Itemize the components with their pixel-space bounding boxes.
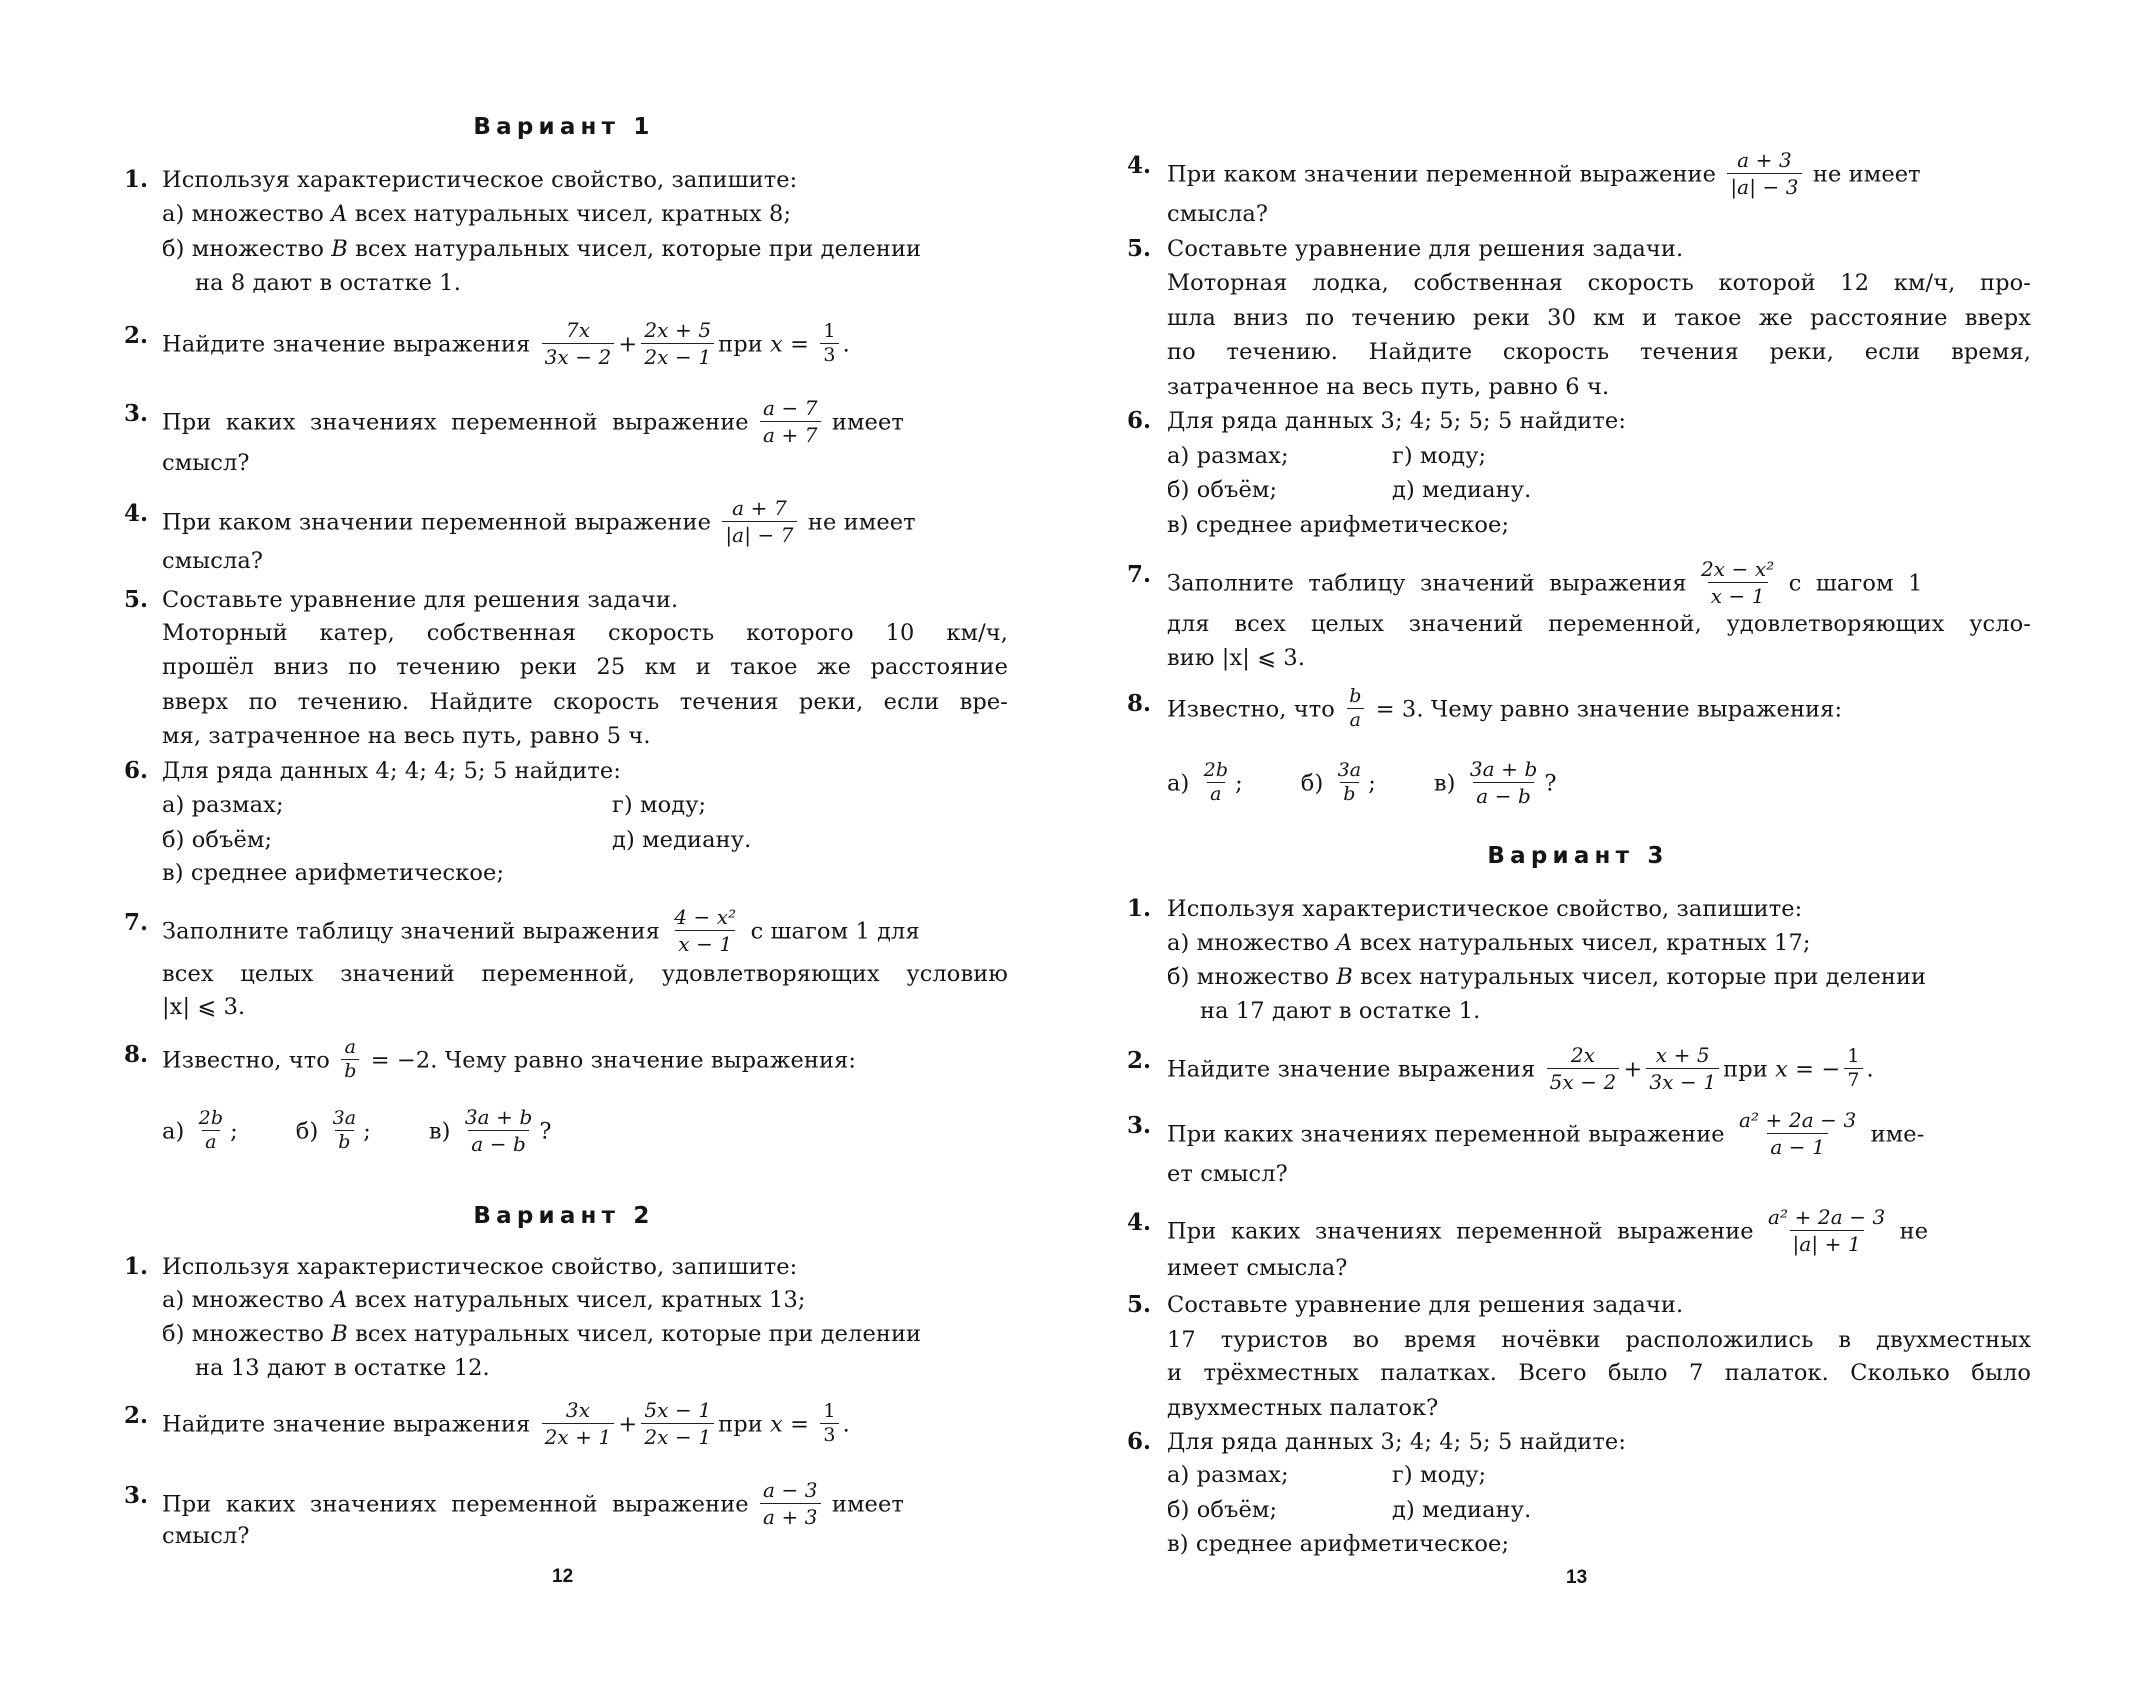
fraction-denominator: 3 [820, 343, 838, 367]
fraction-numerator: 3x [565, 1398, 591, 1422]
fraction [1727, 147, 1801, 200]
text-segment: смысла? [1167, 201, 1269, 227]
task-line [1167, 335, 2031, 369]
fraction-denominator: a − b [468, 1130, 529, 1157]
task-number: 4. [124, 500, 149, 527]
fraction-numerator: 5x − 1 [644, 1398, 712, 1422]
task-subitem: г) моду; [1392, 443, 1487, 469]
fraction-numerator: 4 − x² [674, 905, 737, 929]
task-line [1167, 1391, 1438, 1425]
task-line [162, 197, 791, 231]
fraction-numerator: 2b [1203, 759, 1229, 781]
fraction-numerator: a² + 2a − 3 [1738, 1108, 1857, 1132]
text-segment: Найдите значение выражения [1167, 1056, 1543, 1083]
text-segment: б) объём; [162, 827, 273, 853]
text-segment: |x| ⩽ 3. [162, 994, 246, 1020]
task-number: 3. [124, 400, 149, 427]
fraction [1698, 556, 1777, 609]
text-segment: + [1623, 1056, 1643, 1083]
text-segment: име- [1863, 1121, 1925, 1148]
fraction-numerator: 1 [1847, 1045, 1860, 1067]
task-number: 2. [124, 1402, 149, 1429]
task-line [162, 446, 250, 480]
task-line [1167, 892, 1802, 926]
text-segment: с шагом 1 для [743, 918, 920, 945]
task-line [1167, 757, 1557, 808]
fraction-numerator: 1 [823, 1400, 836, 1422]
task-line [162, 318, 850, 369]
fraction-numerator: 2b [198, 1107, 224, 1129]
task-line [162, 544, 263, 578]
text-segment: а) множество [162, 1287, 332, 1313]
task-line [1167, 148, 1921, 199]
fraction-denominator: a − b [1473, 782, 1534, 809]
task-subitem: д) медиану. [1392, 1497, 1532, 1523]
fraction-denominator: x − 1 [1708, 582, 1768, 609]
fraction-denominator: 2x + 1 [542, 1423, 615, 1450]
text-segment: Для ряда данных 3; 4; 5; 5; 5 найдите: [1167, 408, 1627, 434]
task-line [162, 1250, 797, 1284]
fraction-denominator: 7 [1844, 1068, 1862, 1092]
task-line [162, 990, 245, 1024]
fraction [1646, 1042, 1719, 1095]
task-line [1167, 1043, 1874, 1094]
fraction-denominator: b [335, 1130, 353, 1154]
text-segment: имеет [824, 1491, 904, 1518]
task-line [162, 396, 904, 447]
task-number: 3. [1127, 1112, 1152, 1139]
task-line [162, 1283, 806, 1317]
task-line [162, 650, 1008, 684]
text-segment: . [842, 331, 850, 358]
text-segment: в) среднее арифметическое; [1167, 1531, 1510, 1557]
task-line [195, 266, 461, 300]
text-segment: Для ряда данных 3; 4; 4; 5; 5 найдите: [1167, 1429, 1627, 1455]
math-variable: B [331, 236, 348, 262]
variant-heading: Вариант 3 [1487, 843, 1669, 869]
task-line [1167, 1251, 1347, 1285]
task-number: 7. [124, 909, 149, 936]
task-line [1167, 960, 1926, 994]
fraction-denominator: a [1347, 708, 1364, 732]
fraction [330, 1107, 360, 1154]
text-segment: а) [162, 1118, 192, 1145]
text-segment: б) объём; [1167, 477, 1278, 503]
text-segment: не имеет [1805, 161, 1921, 188]
math-variable: A [331, 201, 348, 227]
text-segment: ; в) [363, 1118, 458, 1145]
text-segment: + [618, 331, 638, 358]
task-number: 4. [1127, 152, 1152, 179]
text-segment: . [1866, 1056, 1874, 1083]
text-segment: всех натуральных чисел, которые при делении [1352, 964, 1927, 990]
task-line [1167, 607, 2031, 641]
fraction-denominator: 2x − 1 [641, 343, 714, 370]
fraction-numerator: 2x [1570, 1043, 1596, 1067]
text-segment: при [718, 1411, 771, 1438]
task-line [162, 1478, 904, 1529]
task-line [1167, 1493, 1277, 1527]
text-segment: с шагом 1 [1781, 570, 1923, 597]
text-segment: двухместных палаток? [1167, 1395, 1439, 1421]
task-number: 2. [124, 322, 149, 349]
task-line [162, 496, 916, 547]
text-segment: ; в) [1368, 770, 1463, 797]
fraction-denominator: 3 [820, 1423, 838, 1447]
text-segment: Составьте уравнение для решения задачи. [162, 587, 679, 613]
task-line [1167, 1527, 1509, 1561]
task-line [1167, 1205, 1929, 1256]
text-segment: 17 туристов во время ночёвки расположились в двухместных [1167, 1327, 2031, 1353]
task-line [1167, 266, 2031, 300]
fraction [641, 1397, 714, 1450]
text-segment: При каких значениях переменной выражение [162, 409, 756, 436]
fraction-denominator: b [1340, 782, 1358, 806]
text-segment: = −2. Чему равно значение выражения: [363, 1047, 857, 1074]
task-number: 4. [1127, 1209, 1152, 1236]
task-line [1167, 439, 1289, 473]
task-line [1167, 404, 1626, 438]
task-line [1167, 685, 1843, 731]
text-segment: Заполните таблицу значений выражения [1167, 570, 1694, 597]
task-line [1167, 370, 1609, 404]
task-line [1167, 926, 1811, 960]
math-variable: x [770, 1411, 783, 1438]
task-line [1167, 1157, 1288, 1191]
task-number: 8. [124, 1041, 149, 1068]
math-variable: A [331, 1287, 348, 1313]
fraction-denominator: x − 1 [675, 930, 735, 957]
text-segment: не [1892, 1218, 1929, 1245]
task-line [162, 823, 272, 857]
text-segment: Найдите значение выражения [162, 331, 538, 358]
task-line [1167, 641, 1305, 675]
text-segment: = − [1787, 1056, 1841, 1083]
task-line [162, 719, 651, 753]
fraction [1844, 1045, 1862, 1092]
variant-heading: Вариант 2 [473, 1203, 655, 1229]
page-13 [1072, 0, 2144, 1690]
task-number: 6. [124, 757, 149, 784]
text-segment: при [1723, 1056, 1776, 1083]
text-segment: Заполните таблицу значений выражения [162, 918, 668, 945]
text-segment: затраченное на весь путь, равно 6 ч. [1167, 374, 1610, 400]
fraction [462, 1104, 536, 1157]
fraction [542, 1397, 615, 1450]
math-variable: A [1336, 930, 1353, 956]
math-variable: B [1336, 964, 1353, 990]
text-segment: ? [539, 1118, 552, 1145]
task-line [1167, 1108, 1925, 1159]
task-line [162, 163, 797, 197]
text-segment: смысл? [162, 450, 250, 476]
text-segment: Составьте уравнение для решения задачи. [1167, 1292, 1684, 1318]
text-segment: всех целых значений переменной, удовлетворяющих условию [162, 961, 1008, 987]
text-segment: Составьте уравнение для решения задачи. [1167, 236, 1684, 262]
text-segment: всех натуральных чисел, кратных 8; [347, 201, 792, 227]
text-segment: б) множество [1167, 964, 1337, 990]
fraction-numerator: a − 3 [762, 1478, 818, 1502]
task-number: 5. [1127, 235, 1152, 262]
fraction-denominator: |a| − 3 [1727, 173, 1801, 200]
task-line [1167, 473, 1277, 507]
page-number: 13 [1566, 1567, 1588, 1588]
task-line [1167, 232, 1683, 266]
text-segment: При каких значениях переменной выражение [1167, 1218, 1761, 1245]
fraction-numerator: a² + 2a − 3 [1767, 1205, 1886, 1229]
fraction-numerator: x + 5 [1655, 1043, 1710, 1067]
text-segment: Для ряда данных 4; 4; 4; 5; 5 найдите: [162, 758, 622, 784]
fraction-numerator: 3a + b [1469, 757, 1538, 781]
text-segment: Используя характеристическое свойство, запишите: [162, 167, 798, 193]
text-segment: ; б) [230, 1118, 326, 1145]
task-line [162, 957, 1008, 991]
fraction-numerator: a − 7 [762, 396, 818, 420]
text-segment: При каких значениях переменной выражение [162, 1491, 756, 1518]
text-segment: шла вниз по течению реки 30 км и такое же расстояние вверх [1167, 305, 2031, 331]
text-segment: имеет [824, 409, 904, 436]
text-segment: При каком значении переменной выражение [162, 509, 719, 536]
fraction [760, 1477, 821, 1530]
task-line [1167, 1356, 2031, 1390]
task-line [1167, 197, 1268, 231]
text-segment: на 17 дают в остатке 1. [1200, 998, 1481, 1024]
fraction [641, 317, 714, 370]
fraction-numerator: b [1349, 685, 1362, 707]
math-variable: x [1775, 1056, 1788, 1083]
fraction [1467, 756, 1541, 809]
task-number: 7. [1127, 561, 1152, 588]
task-line [162, 905, 920, 956]
text-segment: ет смысл? [1167, 1161, 1288, 1187]
task-line [162, 1036, 857, 1082]
text-segment: всех натуральных чисел, которые при делении [347, 1321, 922, 1347]
fraction-denominator: 3x − 2 [542, 343, 615, 370]
text-segment: ? [1544, 770, 1557, 797]
text-segment: а) множество [162, 201, 332, 227]
fraction [1765, 1204, 1888, 1257]
text-segment: не имеет [800, 509, 916, 536]
text-segment: в) среднее арифметическое; [162, 860, 505, 886]
text-segment: Используя характеристическое свойство, запишите: [1167, 896, 1803, 922]
text-segment: на 13 дают в остатке 12. [195, 1355, 490, 1381]
text-segment: = [782, 1411, 817, 1438]
fraction [722, 495, 796, 548]
text-segment: . [842, 1411, 850, 1438]
fraction [1346, 685, 1364, 732]
text-segment: смысла? [162, 548, 264, 574]
task-number: 5. [124, 586, 149, 613]
text-segment: мя, затраченное на весь путь, равно 5 ч. [162, 723, 651, 749]
fraction-numerator: 1 [823, 320, 836, 342]
text-segment: При каком значении переменной выражение [1167, 161, 1724, 188]
text-segment: при [718, 331, 771, 358]
task-line [1167, 1458, 1289, 1492]
task-line [162, 1519, 250, 1553]
text-segment: б) множество [162, 236, 332, 262]
fraction-numerator: 2x + 5 [644, 318, 712, 342]
math-variable: x [770, 331, 783, 358]
task-line [1167, 557, 1923, 608]
fraction-numerator: 3a + b [464, 1105, 533, 1129]
fraction-denominator: a − 1 [1767, 1133, 1828, 1160]
fraction-numerator: 7x [565, 318, 591, 342]
task-line [162, 583, 678, 617]
task-number: 2. [1127, 1047, 1152, 1074]
fraction-denominator: |a| − 7 [722, 521, 796, 548]
text-segment: Известно, что [1167, 696, 1343, 723]
fraction-numerator: a [344, 1036, 357, 1058]
text-segment: а) [1167, 770, 1197, 797]
text-segment: Моторная лодка, собственная скорость которой 12 км/ч, про- [1167, 270, 2031, 296]
text-segment: Найдите значение выражения [162, 1411, 538, 1438]
text-segment: а) размах; [162, 792, 284, 818]
task-subitem: д) медиану. [612, 827, 752, 853]
text-segment: имеет смысла? [1167, 1255, 1348, 1281]
fraction-numerator: 2x − x² [1700, 557, 1775, 581]
task-number: 1. [124, 1253, 149, 1280]
fraction [341, 1036, 359, 1083]
task-subitem: г) моду; [1392, 1462, 1487, 1488]
task-line [1200, 994, 1480, 1028]
task-number: 6. [1127, 407, 1152, 434]
text-segment: б) множество [162, 1321, 332, 1347]
task-line [162, 232, 921, 266]
task-number: 6. [1127, 1428, 1152, 1455]
text-segment: б) объём; [1167, 1497, 1278, 1523]
fraction [820, 1400, 838, 1447]
text-segment: вию |x| ⩽ 3. [1167, 645, 1306, 671]
text-segment: + [618, 1411, 638, 1438]
task-line [162, 788, 284, 822]
task-line [1167, 301, 2031, 335]
task-line [195, 1351, 490, 1385]
text-segment: всех натуральных чисел, которые при делении [347, 236, 922, 262]
task-line [1167, 1288, 1683, 1322]
text-segment: а) размах; [1167, 443, 1289, 469]
fraction-denominator: 5x − 2 [1547, 1068, 1620, 1095]
task-number: 3. [124, 1482, 149, 1509]
fraction [196, 1107, 226, 1154]
math-variable: B [331, 1321, 348, 1347]
task-number: 1. [124, 166, 149, 193]
text-segment: прошёл вниз по течению реки 25 км и такое же расстояние [162, 654, 1008, 680]
task-line [1167, 508, 1509, 542]
text-segment: в) среднее арифметическое; [1167, 512, 1510, 538]
task-line [162, 616, 1008, 650]
text-segment: всех натуральных чисел, кратных 13; [347, 1287, 806, 1313]
text-segment: = [782, 331, 817, 358]
fraction-numerator: a + 7 [732, 496, 787, 520]
task-number: 8. [1127, 690, 1152, 717]
task-line [162, 1105, 552, 1156]
text-segment: вверх по течению. Найдите скорость течения реки, если вре- [162, 689, 1008, 715]
text-segment: всех натуральных чисел, кратных 17; [1352, 930, 1811, 956]
fraction [1547, 1042, 1620, 1095]
fraction-denominator: |a| + 1 [1790, 1230, 1864, 1257]
fraction-denominator: a [202, 1130, 219, 1154]
task-line [162, 1398, 850, 1449]
text-segment: и трёхместных палатках. Всего было 7 палаток. Сколько было [1167, 1360, 2031, 1386]
fraction-numerator: 3a [1337, 759, 1362, 781]
text-segment: по течению. Найдите скорость течения реки, если время, [1167, 339, 2031, 365]
fraction [542, 317, 615, 370]
fraction-denominator: a + 7 [760, 421, 821, 448]
fraction-denominator: 3x − 1 [1646, 1068, 1719, 1095]
fraction-denominator: a [1207, 782, 1224, 806]
text-segment: Используя характеристическое свойство, запишите: [162, 1254, 798, 1280]
task-line [162, 685, 1008, 719]
fraction-denominator: b [341, 1059, 359, 1083]
text-segment: а) размах; [1167, 1462, 1289, 1488]
task-line [162, 754, 621, 788]
text-segment: Известно, что [162, 1047, 338, 1074]
text-segment: = 3. Чему равно значение выражения: [1368, 696, 1843, 723]
fraction [1335, 759, 1365, 806]
text-segment: смысл? [162, 1523, 250, 1549]
variant-heading: Вариант 1 [473, 114, 655, 140]
fraction [820, 320, 838, 367]
task-line [162, 856, 504, 890]
fraction [1736, 1107, 1859, 1160]
fraction-denominator: a + 3 [760, 1503, 821, 1530]
task-number: 1. [1127, 895, 1152, 922]
fraction [760, 395, 821, 448]
fraction [1201, 759, 1231, 806]
task-line [1167, 1425, 1626, 1459]
task-subitem: д) медиану. [1392, 477, 1532, 503]
text-segment: При каких значениях переменной выражение [1167, 1121, 1732, 1148]
page-number: 12 [552, 1566, 574, 1587]
fraction-numerator: a + 3 [1737, 148, 1792, 172]
text-segment: а) множество [1167, 930, 1337, 956]
text-segment: Моторный катер, собственная скорость которого 10 км/ч, [162, 620, 1008, 646]
text-segment: ; б) [1235, 770, 1331, 797]
fraction [671, 904, 739, 957]
fraction-denominator: 2x − 1 [641, 1423, 714, 1450]
task-line [162, 1317, 921, 1351]
fraction-numerator: 3a [332, 1107, 357, 1129]
task-subitem: г) моду; [612, 792, 707, 818]
task-number: 5. [1127, 1291, 1152, 1318]
task-line [1167, 1323, 2031, 1357]
text-segment: для всех целых значений переменной, удовлетворяющих усло- [1167, 611, 2031, 637]
text-segment: на 8 дают в остатке 1. [195, 270, 461, 296]
